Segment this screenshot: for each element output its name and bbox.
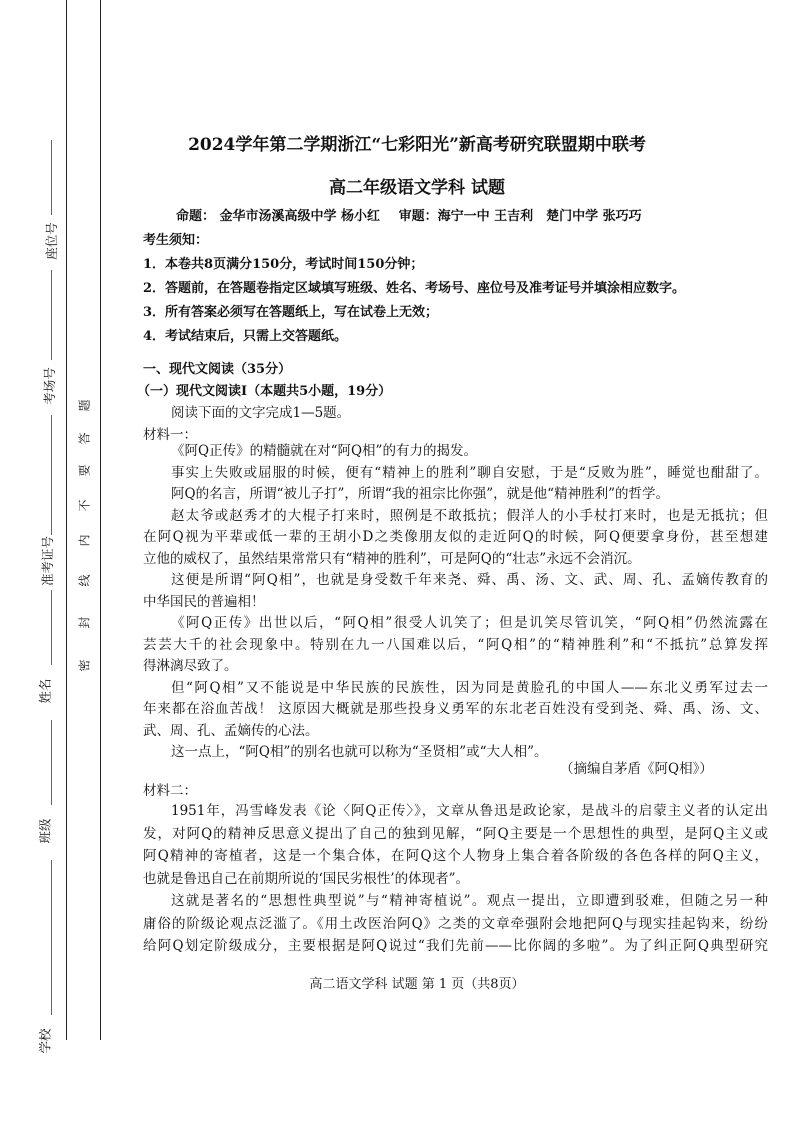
seal-char: 要 — [77, 464, 92, 477]
page-footer: 高二语文学科 试题 第 1 页（共8页） — [309, 977, 525, 992]
text-line: 《阿Q正传》出世以后，“阿Q相”很受人讥笑了；但是讥笑尽管讥笑，“阿Q相”仍然流露在 — [171, 615, 768, 631]
seal-char: 内 — [77, 534, 92, 547]
text-line: 这便是所谓“阿Q相”，也就是身受数千年来尧、舜、禹、汤、文、武、周、孔、孟嫡传教育的 — [171, 572, 768, 588]
text-line: 这一点上，“阿Q相”的别名也就可以称为“圣贤相”或“大人相”。 — [171, 744, 548, 760]
field-label-class: 班级 — [37, 818, 53, 844]
material2-label: 材料二： — [143, 783, 197, 799]
exam-authors — [176, 205, 656, 224]
seal-char: 答 — [77, 432, 92, 445]
material1-text — [143, 441, 768, 764]
field-input-class[interactable] — [51, 720, 52, 805]
seal-char: 密 — [77, 659, 92, 672]
reading-instruction: 阅读下面的文字完成1—5题。 — [171, 405, 351, 421]
text-line: 得淋漓尽致了。 — [143, 658, 238, 674]
field-label-exam-room: 考场号 — [41, 367, 57, 405]
text-line: 立他的威权了，虽然结果常常只有“精神的胜利”，可是阿Q的“壮志”永远不会消沉。 — [143, 550, 641, 567]
field-label-exam-id: 准考证号 — [40, 535, 56, 587]
seal-char: 题 — [77, 399, 92, 412]
text-line: 1951年，冯雪峰发表《论〈阿Q正传〉》，文章从鲁迅是政论家，是战斗的启蒙主义者的认定出 — [171, 803, 768, 819]
seal-char: 不 — [77, 499, 92, 512]
seal-char: 封 — [77, 616, 92, 629]
text-line: 阿Q的名言，所谓“被儿子打”，所谓“我的祖宗比你强”，就是他“精神胜利”的哲学。 — [171, 486, 669, 502]
field-label-seat: 座位号 — [43, 222, 59, 260]
reviewer: 审题：海宁一中 王吉利 楚门中学 张巧巧 — [398, 209, 642, 224]
notice-item: 3．所有答案必须写在答题纸上，写在试卷上无效； — [143, 305, 439, 320]
text-line: 年来都在浴血苦战！ 这原因大概就是那些投身义勇军的东北老百姓没有受到尧、舜、禹、汤、文、 — [143, 701, 768, 717]
text-line: 赵太爷或赵秀才的大棍子打来时，照例是不敢抵抗；假洋人的小手杖打来时，也是无抵抗；但 — [171, 507, 768, 524]
text-line: 但“阿Q相”又不能说是中华民族的民族性，因为同是黄脸孔的中国人——东北义勇军过去一 — [171, 679, 768, 696]
exam-subtitle: 高二年级语文学科 试题 — [329, 178, 505, 198]
binding-line-outer — [66, 0, 67, 1040]
field-input-name[interactable] — [51, 590, 52, 665]
text-line: 中华国民的普遍相！ — [143, 593, 265, 610]
field-label-name: 姓名 — [37, 678, 53, 704]
text-line: 也就是鲁迅自己在前期所说的‘国民劣根性’的体现者”。 — [143, 870, 469, 887]
text-line: 武、周、孔、孟嫡传的心法。 — [143, 722, 319, 739]
notice-item: 4．考试结束后，只需上交答题纸。 — [143, 329, 348, 344]
setter: 命题： 金华市汤溪高级中学 杨小红 — [176, 209, 381, 224]
text-line: 庸俗的阶级论观点泛滥了。《用土改医治阿Q》之类的文章牵强附会地把阿Q与现实挂起钩来，纷纷 — [143, 915, 768, 932]
seal-char: 线 — [77, 574, 92, 587]
binding-line-inner — [100, 0, 101, 1040]
material2-text — [143, 800, 768, 958]
material1-label: 材料一： — [143, 427, 197, 443]
section-heading: 一、现代文阅读（35分） — [143, 362, 292, 377]
text-line: 事实上失败或屈服的时候，便有“精神上的胜利”聊自安慰，于是“反败为胜”，睡觉也酣甜了。 — [171, 464, 768, 481]
material1-source: （摘编自茅盾《阿Q相》） — [560, 761, 713, 777]
subsection-heading: （一）现代文阅读Ⅰ（本题共5小题，19分） — [137, 384, 392, 399]
text-line: 在阿Q视为平辈或低一辈的王胡小D之类像朋友似的走近阿Q的时候，阿Q便要拿身份，甚至想建 — [143, 529, 768, 545]
notice-heading: 考生须知： — [143, 233, 209, 248]
text-line: 发，对阿Q的精神反思意义提出了自己的独到见解，“阿Q主要是一个思想性的典型，是阿Q主义或 — [143, 825, 768, 842]
exam-title: 2024学年第二学期浙江“七彩阳光”新高考研究联盟期中联考 — [188, 135, 646, 155]
text-line: 给阿Q划定阶级成分，主要根据是阿Q说过“我们先前——比你阔的多啦”。为了纠正阿Q典型研究 — [143, 938, 768, 954]
text-line: 《阿Q正传》的精髓就在对“阿Q相”的有力的揭发。 — [171, 443, 477, 459]
text-line: 这就是著名的“思想性典型说”与“精神寄植说”。观点一提出，立即遭到驳难，但随之另一种 — [171, 893, 768, 909]
text-line: 阿Q精神的寄植者，这是一个集合体，在阿Q这个人物身上集合着各阶级的各色各样的阿Q主义， — [143, 848, 768, 864]
field-label-school: 学校 — [37, 1028, 53, 1054]
field-input-exam-id[interactable] — [51, 415, 52, 535]
field-input-exam-room[interactable] — [51, 270, 52, 360]
text-line: 芸芸大千的社会现象中。特别在九一八国难以后，“阿Q相”的“精神胜利”和“不抵抗”总算发挥 — [143, 636, 768, 653]
notice-item: 1．本卷共8页满分150分，考试时间150分钟； — [143, 257, 424, 272]
candidate-notice — [143, 229, 685, 349]
notice-item: 2．答题前，在答题卷指定区域填写班级、姓名、考场号、座位号及准考证号并填涂相应数字。 — [143, 281, 686, 296]
